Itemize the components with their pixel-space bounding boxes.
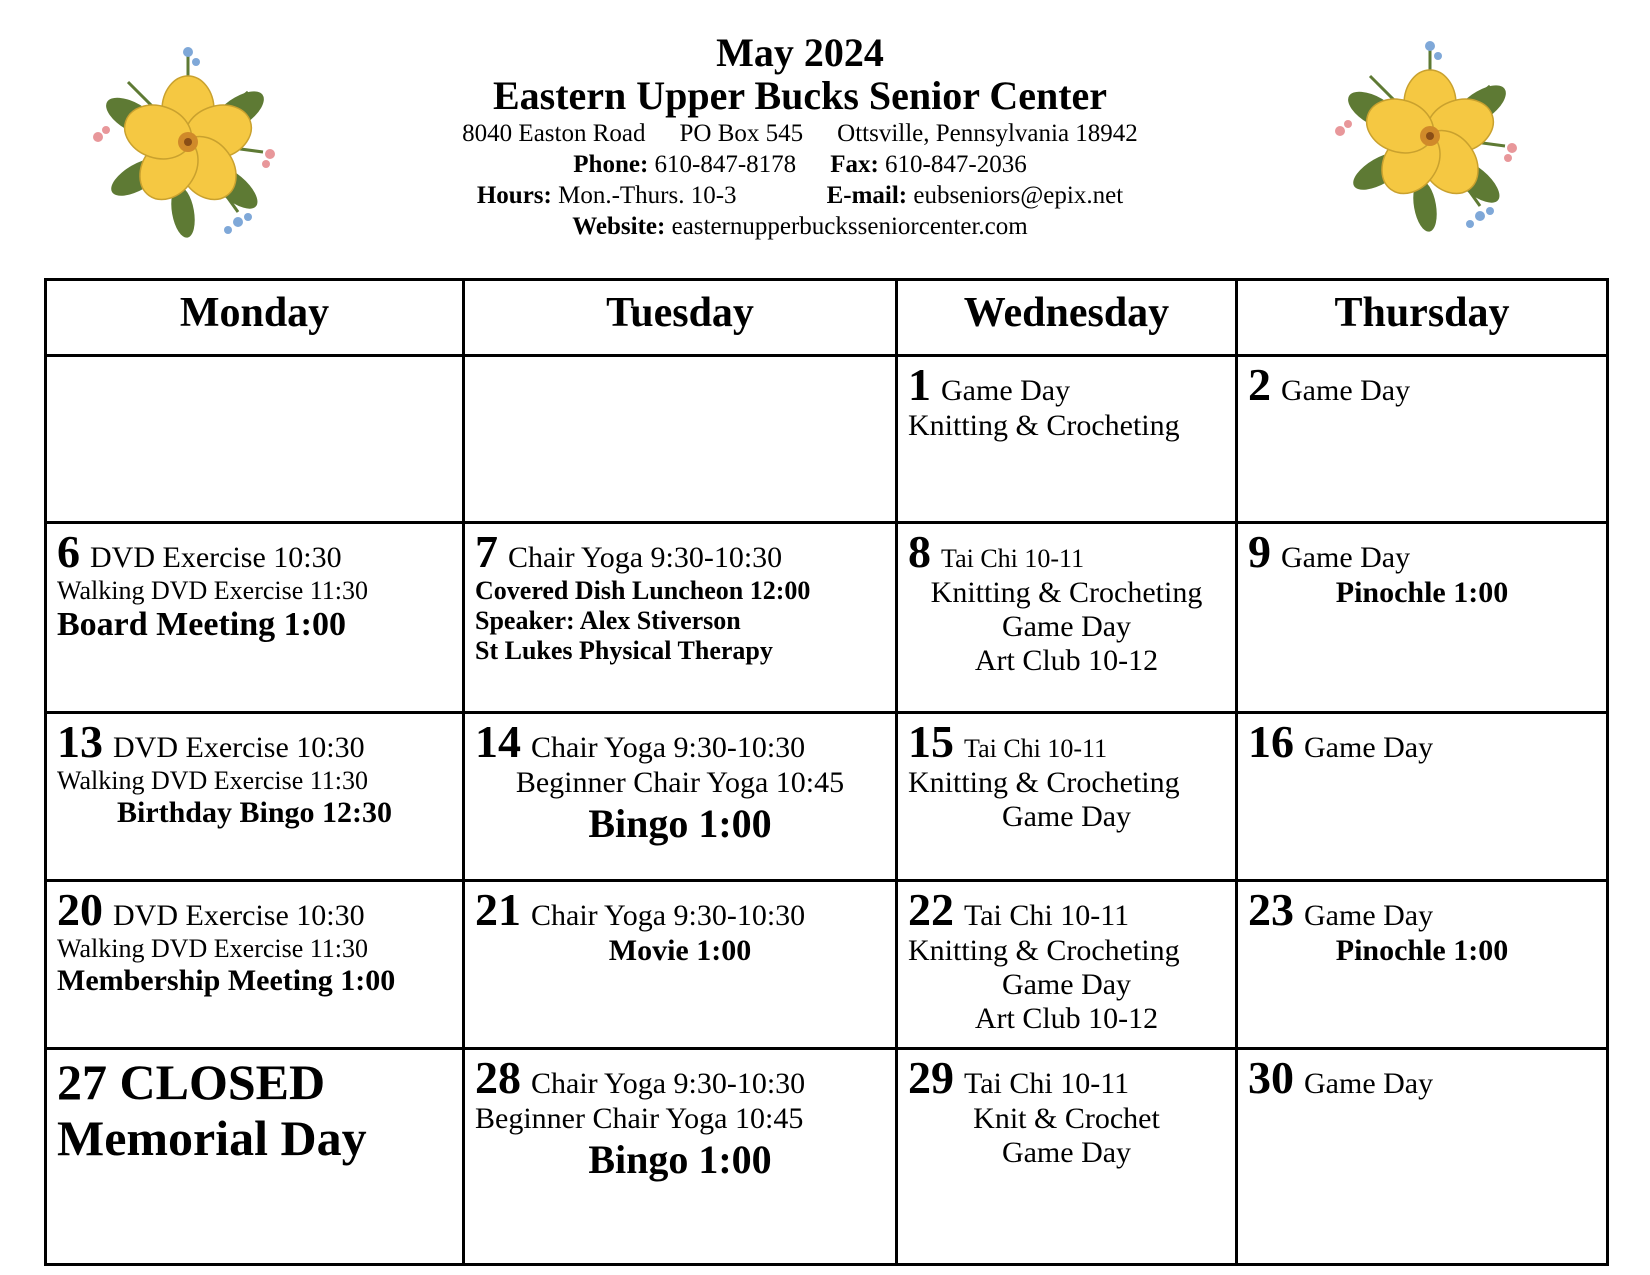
day-number: 7: [475, 526, 498, 577]
day-number: 23: [1248, 884, 1294, 935]
event: Memorial Day: [57, 1110, 367, 1166]
day-number: 13: [57, 716, 103, 767]
event: DVD Exercise 10:30: [113, 731, 365, 764]
website-label: Website:: [572, 213, 666, 240]
hours-value: Mon.-Thurs. 10-3: [558, 182, 737, 209]
event: Knit & Crochet: [973, 1102, 1160, 1135]
event: Tai Chi 10-11: [941, 544, 1085, 573]
empty-day-cell: [464, 356, 897, 523]
day-number: 1: [908, 359, 931, 410]
event: Game Day: [1304, 899, 1434, 932]
event: Bingo 1:00: [588, 1137, 772, 1182]
day-number: 21: [475, 884, 521, 935]
weekday-monday: Monday: [46, 280, 464, 356]
event: Game Day: [1001, 800, 1132, 833]
fax-label: Fax:: [830, 151, 879, 178]
day-cell: [1237, 713, 1608, 881]
event: CLOSED: [119, 1054, 326, 1110]
fax-number: 610-847-2036: [885, 151, 1027, 178]
event: St Lukes Physical Therapy: [475, 636, 773, 665]
day-number: 28: [475, 1052, 521, 1103]
day-cell: [1237, 1049, 1608, 1265]
event: Tai Chi 10-11: [964, 1067, 1130, 1100]
event: Pinochle 1:00: [1335, 934, 1509, 967]
day-number: 20: [57, 884, 103, 935]
hours-label: Hours:: [476, 182, 552, 209]
day-cell: [1237, 523, 1608, 713]
event: Game Day: [1001, 610, 1132, 643]
empty-day-cell: [46, 356, 464, 523]
event: Game Day: [1281, 541, 1411, 574]
day-cell: [1237, 881, 1608, 1049]
address-line: [300, 118, 1300, 149]
event: Walking DVD Exercise 11:30: [57, 576, 369, 605]
event: Game Day: [1304, 731, 1434, 764]
day-number: 30: [1248, 1052, 1294, 1103]
day-cell: [897, 523, 1237, 713]
week-row: [46, 523, 1608, 713]
event: Chair Yoga 9:30-10:30: [531, 899, 806, 932]
week-row: [46, 881, 1608, 1049]
city-state-zip: Ottsville, Pennsylvania 18942: [837, 120, 1138, 147]
event: DVD Exercise 10:30: [90, 541, 342, 574]
day-cell: [897, 881, 1237, 1049]
event: Pinochle 1:00: [1335, 576, 1509, 609]
day-cell: [46, 713, 464, 881]
event: Knitting & Crocheting: [908, 934, 1180, 967]
day-cell: [464, 523, 897, 713]
calendar-header: [300, 32, 1300, 242]
event: Speaker: Alex Stiverson: [475, 606, 741, 635]
event: Chair Yoga 9:30-10:30: [531, 1067, 806, 1100]
event: Walking DVD Exercise 11:30: [57, 934, 369, 963]
event: Art Club 10-12: [974, 644, 1159, 677]
week-row: [46, 713, 1608, 881]
event: Covered Dish Luncheon 12:00: [475, 576, 811, 605]
day-number: 8: [908, 526, 931, 577]
phone-label: Phone:: [573, 151, 649, 178]
website-line: [300, 211, 1300, 242]
day-cell: [464, 713, 897, 881]
day-number: 9: [1248, 526, 1271, 577]
event: Knitting & Crocheting: [930, 576, 1203, 609]
event: Game Day: [1001, 968, 1132, 1001]
event: Game Day: [941, 374, 1071, 407]
event: Knitting & Crocheting: [908, 409, 1180, 442]
website-url: easternupperbucksseniorcenter.com: [671, 213, 1028, 240]
day-number: 22: [908, 884, 954, 935]
event: Game Day: [1281, 374, 1411, 407]
event: Tai Chi 10-11: [964, 734, 1108, 763]
calendar-grid: [44, 278, 1609, 1266]
center-name: Eastern Upper Bucks Senior Center: [492, 73, 1108, 118]
event: Board Meeting 1:00: [57, 606, 346, 643]
event: Movie 1:00: [608, 934, 752, 967]
day-cell: [46, 523, 464, 713]
day-number: 14: [475, 716, 521, 767]
event: Chair Yoga 9:30-10:30: [531, 731, 806, 764]
street-address: 8040 Easton Road: [462, 120, 646, 147]
weekday-wednesday: Wednesday: [897, 280, 1237, 356]
weekday-tuesday: Tuesday: [464, 280, 897, 356]
yellow-flower-icon: [88, 42, 288, 242]
event: Art Club 10-12: [974, 1002, 1159, 1035]
email-address: eubseniors@epix.net: [913, 182, 1124, 209]
week-row: [46, 1049, 1608, 1265]
yellow-flower-icon: [1330, 36, 1530, 236]
day-number: 16: [1248, 716, 1294, 767]
event: Bingo 1:00: [588, 801, 772, 846]
event: Tai Chi 10-11: [964, 899, 1130, 932]
day-number: 27: [57, 1054, 107, 1110]
email-label: E-mail:: [826, 182, 908, 209]
day-number: 2: [1248, 359, 1271, 410]
day-cell: [1237, 356, 1608, 523]
event: Walking DVD Exercise 11:30: [57, 766, 369, 795]
weekday-thursday: Thursday: [1237, 280, 1608, 356]
calendar-month: May 2024: [716, 30, 884, 75]
day-number: 6: [57, 526, 80, 577]
day-cell: [897, 356, 1237, 523]
week-row: [46, 356, 1608, 523]
event: Membership Meeting 1:00: [57, 964, 396, 997]
phone-number: 610-847-8178: [654, 151, 797, 178]
hours-email-line: [300, 180, 1300, 211]
event: Game Day: [1001, 1136, 1132, 1169]
event: DVD Exercise 10:30: [113, 899, 365, 932]
day-number: 15: [908, 716, 954, 767]
day-cell: [897, 1049, 1237, 1265]
event: Birthday Bingo 12:30: [116, 796, 393, 829]
day-cell: [46, 1049, 464, 1265]
event: Knitting & Crocheting: [908, 766, 1180, 799]
day-cell: [464, 1049, 897, 1265]
event: Game Day: [1304, 1067, 1434, 1100]
event: Beginner Chair Yoga 10:45: [475, 1102, 804, 1135]
event: Beginner Chair Yoga 10:45: [515, 766, 845, 799]
day-cell: [464, 881, 897, 1049]
day-number: 29: [908, 1052, 954, 1103]
phone-fax-line: [300, 149, 1300, 180]
po-box: PO Box 545: [679, 120, 804, 147]
day-cell: [46, 881, 464, 1049]
weekday-header-row: [46, 280, 1608, 356]
day-cell: [897, 713, 1237, 881]
event: Chair Yoga 9:30-10:30: [508, 541, 783, 574]
